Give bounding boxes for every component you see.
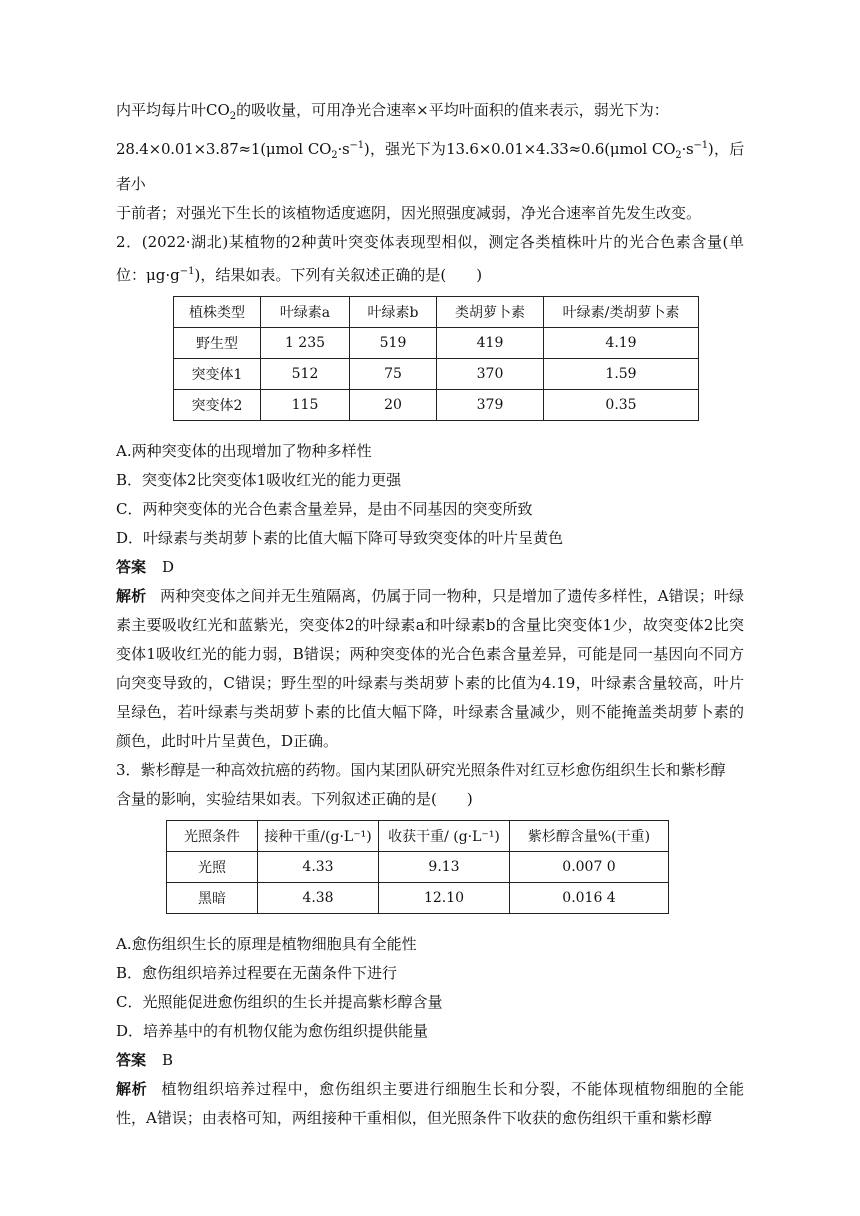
- q2-cell: 20: [350, 390, 437, 421]
- q3-stem-line-1: 3．紫杉醇是一种高效抗癌的药物。国内某团队研究光照条件对红豆杉愈伤组织生长和紫杉醇: [116, 761, 726, 779]
- q2-explanation: 解析 两种突变体之间并无生殖隔离，仍属于同一物种，只是增加了遗传多样性，A错误；叶绿素主要吸收红光和蓝紫光，突变体2的叶绿素a和叶绿素b的含量比突变体1少，故突变体2比突变体1吸收红光的能力弱，B错误；两种突变体的光合色素含量差异，可能是同一基因向不同方向突变导致的，C错误；野生型的叶绿素与类胡萝卜素的比值为4.19，叶绿素含量较高，叶片呈绿色，若叶绿素与类胡萝卜素的比值大幅下降，叶绿素含量减少，则不能掩盖类胡萝卜素的颜色，此时叶片呈黄色，D正确。: [116, 587, 744, 750]
- q2-option-a: A.两种突变体的出现增加了物种多样性: [116, 442, 372, 460]
- q2-cell: 370: [437, 359, 544, 390]
- q2-table-row: [174, 359, 699, 390]
- q3-table: [166, 820, 669, 914]
- answer-label: 答案: [116, 1051, 147, 1069]
- q2-cell: 突变体1: [174, 359, 261, 390]
- q2-header-cell: 叶绿素b: [350, 297, 437, 328]
- q3-cell: 0.016 4: [510, 883, 669, 914]
- q2-cell: 519: [350, 328, 437, 359]
- q2-cell: 1.59: [544, 359, 699, 390]
- q2-cell: 突变体2: [174, 390, 261, 421]
- q2-cell: 512: [261, 359, 350, 390]
- q3-table-row: [167, 883, 669, 914]
- prev-explanation-line-1: 内平均每片叶$CO_2$的吸收量，可用净光合速率×平均叶面积的值来表示，弱光下为：: [116, 101, 669, 122]
- q2-cell: 1 235: [261, 328, 350, 359]
- q3-header-cell: 紫杉醇含量%(干重): [510, 821, 669, 852]
- q2-answer: [116, 553, 744, 582]
- q3-option-c: C．光照能促进愈伤组织的生长并提高紫杉醇含量: [116, 993, 443, 1011]
- q3-table-header-row: [167, 821, 669, 852]
- prev-explanation-line-3: 于前者；对强光下生长的该植物适度遮阴，因光照强度减弱，净光合速率首先发生改变。: [116, 204, 702, 222]
- q3-header-cell: 光照条件: [167, 821, 258, 852]
- q3-stem-line-2: 含量的影响，实验结果如表。下列叙述正确的是( ): [116, 790, 473, 808]
- q2-table-row: [174, 328, 699, 359]
- q3-explanation: 解析 植物组织培养过程中，愈伤组织主要进行细胞生长和分裂，不能体现植物细胞的全能性，A错误；由表格可知，两组接种干重相似，但光照条件下收获的愈伤组织干重和紫杉醇: [116, 1080, 744, 1127]
- q3-table-row: [167, 852, 669, 883]
- answer-value: B: [162, 1051, 174, 1069]
- prev-explanation-line-2: 28.4×0.01×3.87≈1(μmol $CO_2\cdot s^{-1}$)，强光下为13.6×0.01×4.33≈0.6(μmol $CO_2\cdot s^{-1}$)，后者小: [116, 140, 745, 193]
- q3-option-a: A.愈伤组织生长的原理是植物细胞具有全能性: [116, 935, 417, 953]
- q2-option-c: C．两种突变体的光合色素含量差异，是由不同基因的突变所致: [116, 500, 533, 518]
- q2-cell: 419: [437, 328, 544, 359]
- answer-value: D: [162, 558, 175, 576]
- q3-cell: 光照: [167, 852, 258, 883]
- q3-option-d: D．培养基中的有机物仅能为愈伤组织提供能量: [116, 1022, 429, 1040]
- q3-option-b: B．愈伤组织培养过程要在无菌条件下进行: [116, 964, 398, 982]
- q3-header-cell: 接种干重/(g·L⁻¹): [258, 821, 379, 852]
- q2-stem: 2．(2022·湖北)某植物的2种黄叶突变体表现型相似，测定各类植株叶片的光合色素含量(单位：$\mu g\cdot g^{-1}$)，结果如表。下列有关叙述正确的是( ): [116, 233, 744, 284]
- explanation-label: 解析: [116, 587, 147, 605]
- q2-cell: 379: [437, 390, 544, 421]
- q2-cell: 75: [350, 359, 437, 390]
- q2-cell: 0.35: [544, 390, 699, 421]
- explanation-label: 解析: [116, 1080, 148, 1098]
- q3-answer: [116, 1046, 744, 1075]
- q2-header-cell: 叶绿素a: [261, 297, 350, 328]
- q3-cell: 12.10: [379, 883, 510, 914]
- q2-header-cell: 叶绿素/类胡萝卜素: [544, 297, 699, 328]
- q3-cell: 4.38: [258, 883, 379, 914]
- document-page: [116, 96, 744, 1133]
- q3-cell: 0.007 0: [510, 852, 669, 883]
- q2-cell: 115: [261, 390, 350, 421]
- q2-table: [173, 296, 699, 421]
- q2-header-cell: 植株类型: [174, 297, 261, 328]
- q2-table-header-row: [174, 297, 699, 328]
- answer-label: 答案: [116, 558, 147, 576]
- q3-cell: 4.33: [258, 852, 379, 883]
- q3-header-cell: 收获干重/ (g·L⁻¹): [379, 821, 510, 852]
- q2-table-row: [174, 390, 699, 421]
- q2-cell: 野生型: [174, 328, 261, 359]
- q2-option-b: B．突变体2比突变体1吸收红光的能力更强: [116, 471, 402, 489]
- q2-cell: 4.19: [544, 328, 699, 359]
- q3-cell: 9.13: [379, 852, 510, 883]
- q2-header-cell: 类胡萝卜素: [437, 297, 544, 328]
- q2-option-d: D．叶绿素与类胡萝卜素的比值大幅下降可导致突变体的叶片呈黄色: [116, 529, 564, 547]
- q3-cell: 黑暗: [167, 883, 258, 914]
